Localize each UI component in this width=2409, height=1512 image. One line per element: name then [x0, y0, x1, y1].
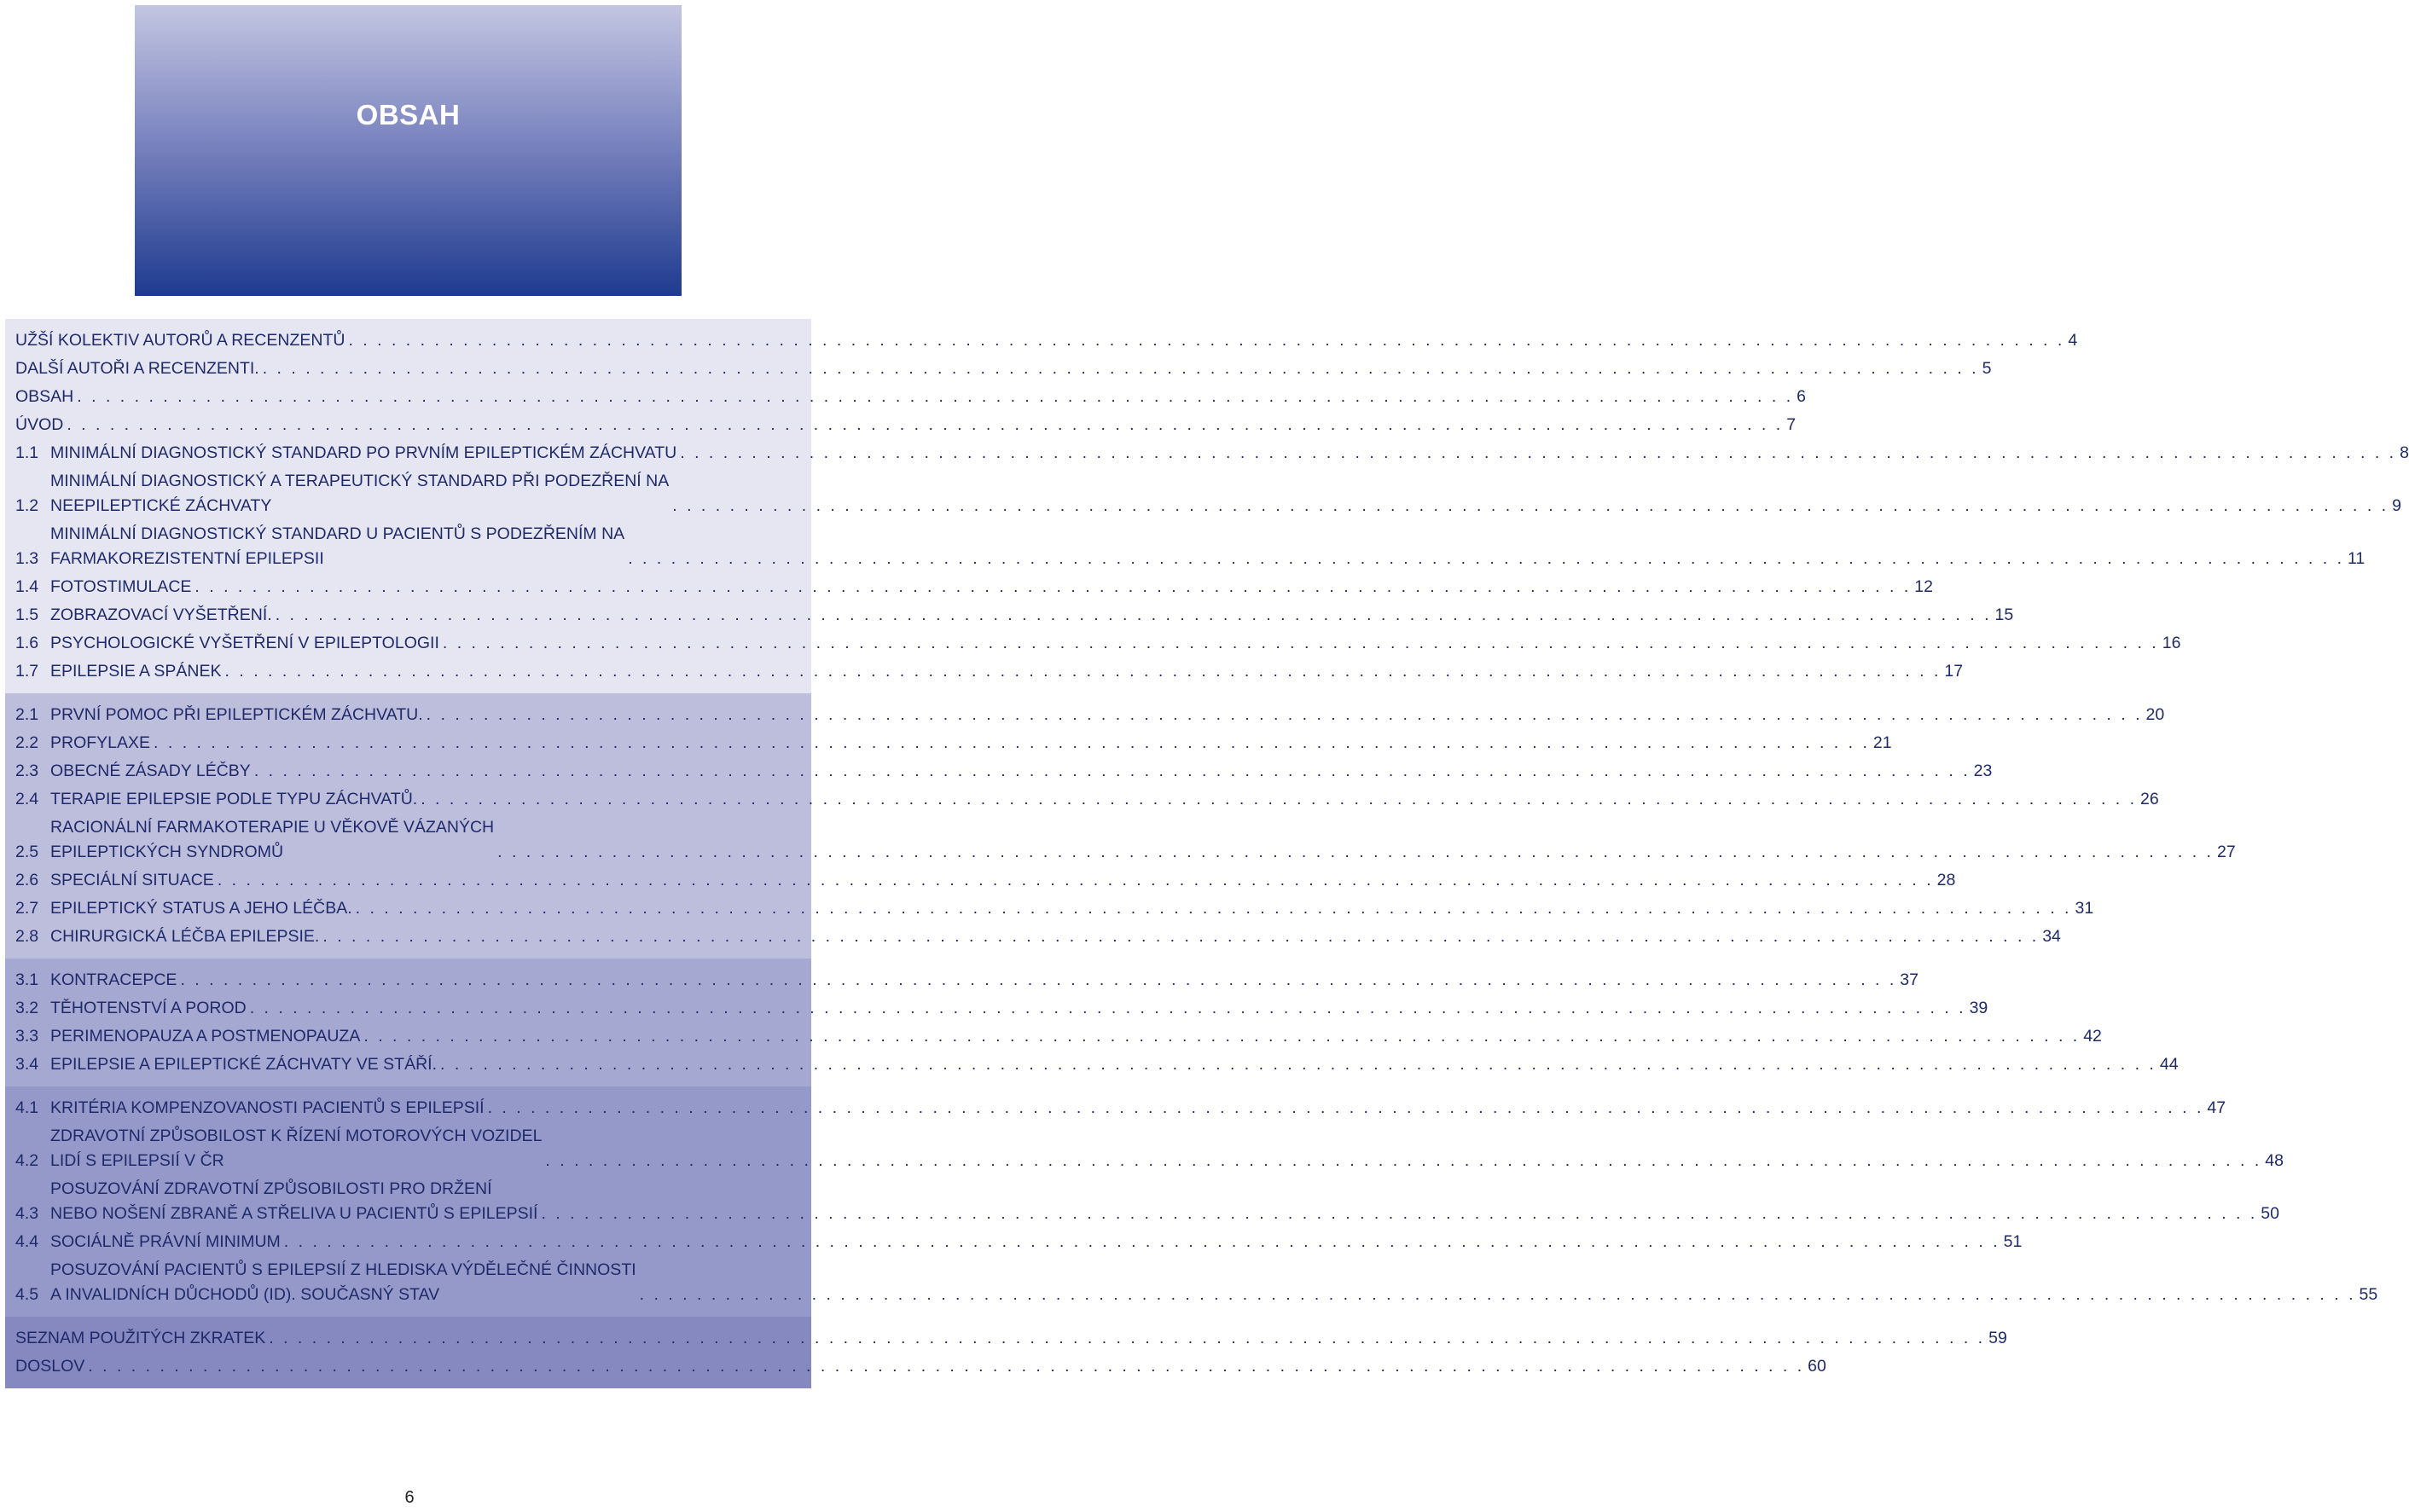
toc-entry-page: 4	[2068, 331, 2078, 350]
toc-entry-title: MINIMÁLNÍ DIAGNOSTICKÝ A TERAPEUTICKÝ STANDARD PŘI PODEZŘENÍ NA	[50, 472, 670, 490]
toc-entry-title: PROFYLAXE	[50, 733, 151, 752]
toc-entry-page: 37	[1900, 970, 1918, 989]
toc-entry[interactable]	[5, 1124, 2284, 1173]
toc-entry-title: UŽŠÍ KOLEKTIV AUTORŮ A RECENZENTŮ	[15, 331, 345, 350]
toc-entry-text	[15, 328, 2078, 353]
toc-entry-title: OBECNÉ ZÁSADY LÉČBY	[50, 762, 251, 780]
toc-entry-number: 2.6	[15, 871, 39, 889]
toc-entry-page: 5	[1982, 359, 1992, 378]
toc-entry-title: DOSLOV	[15, 1357, 85, 1376]
toc-entry-page: 7	[1786, 415, 1797, 434]
toc-entry-title: EPILEPSIE A EPILEPTICKÉ ZÁCHVATY VE STÁŘÍ.	[50, 1055, 437, 1074]
toc-entry-number: 1.6	[15, 634, 39, 652]
dot-leader: . . . . . . . . . . . . . . . . . . . . . . . . . . . . . . . . . . . . . . . . . . . . . . . . . . . . . . . . . . . . . . . . . . . . . . . . . . . . . . . . . . . . . . . . . . . . . . . . . . . . . . . . . . . . . . . . . . . . . . . .	[421, 790, 2138, 808]
toc-section	[5, 1086, 2378, 1317]
dot-leader: . . . . . . . . . . . . . . . . . . . . . . . . . . . . . . . . . . . . . . . . . . . . . . . . . . . . . . . . . . . . . . . . . . . . . . . . . . . . . . . . . . . . . . . . . . . . . . . . . . . . . . . . . . . . . . . . . . . . . . . .	[283, 1232, 2000, 1251]
toc-entry-page: 8	[2400, 443, 2409, 462]
header-banner	[135, 5, 682, 296]
dot-leader: . . . . . . . . . . . . . . . . . . . . . . . . . . . . . . . . . . . . . . . . . . . . . . . . . . . . . . . . . . . . . . . . . . . . . . . . . . . . . . . . . . . . . . . . . . . . . . . . . . . . . . . . . . . . . . . . . . . . . . . .	[442, 634, 2159, 652]
toc-entry[interactable]	[5, 924, 2061, 949]
dot-leader: . . . . . . . . . . . . . . . . . . . . . . . . . . . . . . . . . . . . . . . . . . . . . . . . . . . . . . . . . . . . . . . . . . . . . . . . . . . . . . . . . . . . . . . . . . . . . . . . . . . . . . . . . . . . . . . . . . . . . . . .	[269, 1329, 1986, 1347]
toc-entry-number: 2.2	[15, 733, 39, 752]
toc-entry[interactable]	[5, 469, 2401, 518]
toc-entry[interactable]	[5, 1354, 1826, 1379]
toc-entry-title: POSUZOVÁNÍ PACIENTŮ S EPILEPSIÍ Z HLEDISKA VÝDĚLEČNÉ ČINNOSTI	[50, 1260, 636, 1279]
toc-entry-title: CHIRURGICKÁ LÉČBA EPILEPSIE.	[50, 927, 320, 946]
toc-entry-text	[50, 731, 1892, 756]
toc-entry-page: 11	[2348, 549, 2365, 568]
toc-entry-title: FARMAKOREZISTENTNÍ EPILEPSII	[50, 549, 324, 568]
toc-entry-title: FOTOSTIMULACE	[50, 577, 192, 596]
toc-entry[interactable]	[5, 815, 2236, 865]
toc-entry-page: 12	[1914, 577, 1933, 596]
toc-entry[interactable]	[5, 1258, 2378, 1307]
toc-entry-number: 2.3	[15, 762, 39, 780]
toc-entry-title: TERAPIE EPILEPSIE PODLE TYPU ZÁCHVATŮ.	[50, 790, 418, 808]
toc-entry[interactable]	[5, 968, 1918, 993]
toc-entry-page: 42	[2083, 1027, 2102, 1046]
dot-leader: . . . . . . . . . . . . . . . . . . . . . . . . . . . . . . . . . . . . . . . . . . . . . . . . . . . . . . . . . . . . . . . . . . . . . . . . . . . . . . . . . . . . . . . . . . . . . . . . . . . . . . . . . . . . . . . . . . . . . . . .	[194, 577, 1912, 596]
toc-entry[interactable]	[5, 703, 2165, 727]
dot-leader: . . . . . . . . . . . . . . . . . . . . . . . . . . . . . . . . . . . . . . . . . . . . . . . . . . . . . . . . . . . . . . . . . . . . . . . . . . . . . . . . . . . . . . . . . . . . . . . . . . . . . . . . . . . . . . . . . . . . . . . .	[262, 359, 1979, 378]
toc-entry-page: 17	[1944, 662, 1964, 681]
dot-leader: . . . . . . . . . . . . . . . . . . . . . . . . . . . . . . . . . . . . . . . . . . . . . . . . . . . . . . . . . . . . . . . . . . . . . . . . . . . . . . . . . . . . . . . . . . . . . . . . . . . . . . . . . . . . . . . . . . . . . . . .	[77, 387, 1794, 406]
toc-entry-title: NEEPILEPTICKÉ ZÁCHVATY	[50, 496, 272, 515]
dot-leader: . . . . . . . . . . . . . . . . . . . . . . . . . . . . . . . . . . . . . . . . . . . . . . . . . . . . . . . . . . . . . . . . . . . . . . . . . . . . . . . . . . . . . . . . . . . . . . . . . . . . . . . . . . . . . . . . . . . . . . . .	[440, 1055, 2156, 1074]
toc-section	[5, 1317, 2007, 1388]
toc-entry[interactable]	[5, 659, 1964, 684]
toc-entry-text	[50, 1024, 2102, 1049]
toc-entry-page: 34	[2042, 927, 2061, 946]
toc-entry-title: NEBO NOŠENÍ ZBRANĚ A STŘELIVA U PACIENTŮ S EPILEPSIÍ	[50, 1204, 538, 1223]
dot-leader: . . . . . . . . . . . . . . . . . . . . . . . . . . . . . . . . . . . . . . . . . . . . . . . . . . . . . . . . . . . . . . . . . . . . . . . . . . . . . . . . . . . . . . . . . . . . . . . . . . . . . . . . . . . . . . . . . . . . . . . .	[426, 705, 2143, 724]
toc-entry[interactable]	[5, 759, 1993, 784]
toc-entry[interactable]	[5, 1052, 2179, 1077]
toc-entry-text	[50, 1230, 2023, 1254]
toc-entry[interactable]	[5, 731, 1892, 756]
toc-entry[interactable]	[5, 575, 1933, 600]
dot-leader: . . . . . . . . . . . . . . . . . . . . . . . . . . . . . . . . . . . . . . . . . . . . . . . . . . . . . . . . . . . . . . . . . . . . . . . . . . . . . . . . . . . . . . . . . . . . . . . . . . . . . . . . . . . . . . . . . . . . . . . .	[355, 899, 2072, 918]
toc-entry-number: 2.5	[15, 843, 39, 861]
dot-leader: . . . . . . . . . . . . . . . . . . . . . . . . . . . . . . . . . . . . . . . . . . . . . . . . . . . . . . . . . . . . . . . . . . . . . . . . . . . . . . . . . . . . . . . . . . . . . . . . . . . . . . . . . . . . . . . . . . . . . . . .	[363, 1027, 2081, 1046]
toc-entry-text	[50, 703, 2165, 727]
dot-leader: . . . . . . . . . . . . . . . . . . . . . . . . . . . . . . . . . . . . . . . . . . . . . . . . . . . . . . . . . . . . . . . . . . . . . . . . . . . . . . . . . . . . . . . . . . . . . . . . . . . . . . . . . . . . . . . . . . . . . . . .	[680, 443, 2397, 462]
toc-entry-page: 21	[1872, 733, 1892, 752]
toc-entry-number: 2.8	[15, 927, 39, 946]
dot-leader: . . . . . . . . . . . . . . . . . . . . . . . . . . . . . . . . . . . . . . . . . . . . . . . . . . . . . . . . . . . . . . . . . . . . . . . . . . . . . . . . . . . . . . . . . . . . . . . . . . . . . . . . . . . . . . . . . . . . . . . .	[154, 733, 1870, 752]
toc-entry-number: 2.7	[15, 899, 39, 918]
toc-entry-text	[50, 1096, 2226, 1121]
page-title: OBSAH	[356, 99, 461, 130]
toc-entry-title: SEZNAM POUŽITÝCH ZKRATEK	[15, 1329, 266, 1347]
toc-entry-page: 23	[1973, 762, 1993, 780]
dot-leader: . . . . . . . . . . . . . . . . . . . . . . . . . . . . . . . . . . . . . . . . . . . . . . . . . . . . . . . . . . . . . . . . . . . . . . . . . . . . . . . . . . . . . . . . . . . . . . . . . . . . . . . . . . . . . . . . . . . . . . . .	[628, 549, 2345, 568]
toc-entry-text	[50, 1177, 2279, 1226]
dot-leader: . . . . . . . . . . . . . . . . . . . . . . . . . . . . . . . . . . . . . . . . . . . . . . . . . . . . . . . . . . . . . . . . . . . . . . . . . . . . . . . . . . . . . . . . . . . . . . . . . . . . . . . . . . . . . . . . . . . . . . . .	[67, 415, 1784, 434]
toc-entry-title: MINIMÁLNÍ DIAGNOSTICKÝ STANDARD PO PRVNÍM EPILEPTICKÉM ZÁCHVATU	[50, 443, 677, 462]
toc-entry-title: EPILEPTICKÝCH SYNDROMŮ	[50, 843, 284, 861]
toc-entry-title: EPILEPTICKÝ STATUS A JEHO LÉČBA.	[50, 899, 352, 918]
toc-entry-page: 31	[2075, 899, 2094, 918]
toc-entry-number: 1.3	[15, 549, 39, 568]
toc-entry-number: 1.4	[15, 577, 39, 596]
toc-entry[interactable]	[5, 603, 2014, 628]
toc-entry-page: 28	[1936, 871, 1956, 889]
toc-entry[interactable]	[5, 1024, 2102, 1049]
toc-entry[interactable]	[5, 356, 1992, 381]
toc-entry-page: 20	[2145, 705, 2165, 724]
toc-entry-page: 26	[2140, 790, 2159, 808]
toc-entry-page: 59	[1988, 1329, 2007, 1347]
toc-entry-text	[15, 1326, 2007, 1351]
toc-entry-text	[50, 522, 2365, 571]
toc-entry[interactable]	[5, 787, 2159, 812]
dot-leader: . . . . . . . . . . . . . . . . . . . . . . . . . . . . . . . . . . . . . . . . . . . . . . . . . . . . . . . . . . . . . . . . . . . . . . . . . . . . . . . . . . . . . . . . . . . . . . . . . . . . . . . . . . . . . . . . . . . . . . . .	[672, 496, 2389, 515]
toc-entry[interactable]	[5, 413, 1797, 437]
toc-entry-page: 9	[2392, 496, 2401, 515]
toc-entry-number: 4.5	[15, 1285, 39, 1304]
toc-entry-number: 4.4	[15, 1232, 39, 1251]
toc-entry-text	[15, 413, 1797, 437]
toc-entry-title: KRITÉRIA KOMPENZOVANOSTI PACIENTŮ S EPILEPSIÍ	[50, 1098, 485, 1117]
toc-section	[5, 319, 2409, 693]
toc-entry-title: SPECIÁLNÍ SITUACE	[50, 871, 214, 889]
toc-entry-title: TĚHOTENSTVÍ A POROD	[50, 999, 247, 1017]
toc-entry-text	[50, 441, 2409, 466]
toc-entry-text	[15, 385, 1806, 409]
toc-entry[interactable]	[5, 1096, 2226, 1121]
dot-leader: . . . . . . . . . . . . . . . . . . . . . . . . . . . . . . . . . . . . . . . . . . . . . . . . . . . . . . . . . . . . . . . . . . . . . . . . . . . . . . . . . . . . . . . . . . . . . . . . . . . . . . . . . . . . . . . . . . . . . . . .	[348, 331, 2065, 350]
toc-entry-title: ÚVOD	[15, 415, 64, 434]
dot-leader: . . . . . . . . . . . . . . . . . . . . . . . . . . . . . . . . . . . . . . . . . . . . . . . . . . . . . . . . . . . . . . . . . . . . . . . . . . . . . . . . . . . . . . . . . . . . . . . . . . . . . . . . . . . . . . . . . . . . . . . .	[541, 1204, 2258, 1223]
toc-entry[interactable]	[5, 868, 1956, 893]
toc-entry-text	[50, 1052, 2179, 1077]
toc-entry-text	[50, 1258, 2378, 1307]
toc-entry[interactable]	[5, 631, 2181, 656]
toc-entry-text	[50, 759, 1993, 784]
toc-entry[interactable]	[5, 328, 2078, 353]
toc-entry-title: RACIONÁLNÍ FARMAKOTERAPIE U VĚKOVĚ VÁZANÝCH	[50, 818, 495, 837]
toc-entry-number: 3.3	[15, 1027, 39, 1046]
toc-entry-title: PRVNÍ POMOC PŘI EPILEPTICKÉM ZÁCHVATU.	[50, 705, 423, 724]
toc-entry-title: ZOBRAZOVACÍ VYŠETŘENÍ.	[50, 605, 272, 624]
toc-entry-title: LIDÍ S EPILEPSIÍ V ČR	[50, 1151, 224, 1170]
toc-entry-text	[15, 356, 1992, 381]
toc-entry-number: 1.5	[15, 605, 39, 624]
toc-section	[5, 959, 2179, 1086]
dot-leader: . . . . . . . . . . . . . . . . . . . . . . . . . . . . . . . . . . . . . . . . . . . . . . . . . . . . . . . . . . . . . . . . . . . . . . . . . . . . . . . . . . . . . . . . . . . . . . . . . . . . . . . . . . . . . . . . . . . . . . . .	[217, 871, 1934, 889]
toc-entry-text	[50, 575, 1933, 600]
toc-entry-number: 1.2	[15, 496, 39, 515]
toc-entry-number: 2.4	[15, 790, 39, 808]
toc-entry[interactable]	[5, 1177, 2279, 1226]
toc-entry-text	[50, 469, 2401, 518]
toc-entry-page: 44	[2159, 1055, 2179, 1074]
toc-entry-page: 47	[2207, 1098, 2226, 1117]
toc-entry[interactable]	[5, 1230, 2023, 1254]
dot-leader: . . . . . . . . . . . . . . . . . . . . . . . . . . . . . . . . . . . . . . . . . . . . . . . . . . . . . . . . . . . . . . . . . . . . . . . . . . . . . . . . . . . . . . . . . . . . . . . . . . . . . . . . . . . . . . . . . . . . . . . .	[322, 927, 2040, 946]
toc-entry-page: 39	[1969, 999, 1988, 1017]
toc-entry-page: 27	[2216, 843, 2236, 861]
dot-leader: . . . . . . . . . . . . . . . . . . . . . . . . . . . . . . . . . . . . . . . . . . . . . . . . . . . . . . . . . . . . . . . . . . . . . . . . . . . . . . . . . . . . . . . . . . . . . . . . . . . . . . . . . . . . . . . . . . . . . . . .	[487, 1098, 2204, 1117]
toc-entry-page: 15	[1994, 605, 2014, 624]
toc-entry-text	[50, 1124, 2284, 1173]
toc-entry-title: DALŠÍ AUTOŘI A RECENZENTI.	[15, 359, 259, 378]
toc-entry-title: PERIMENOPAUZA A POSTMENOPAUZA	[50, 1027, 361, 1046]
toc-entry-text	[50, 631, 2181, 656]
toc-entry-text	[50, 603, 2014, 628]
toc-entry-number: 1.1	[15, 443, 39, 462]
toc-entry-page: 16	[2162, 634, 2181, 652]
toc-entry-page: 6	[1797, 387, 1806, 406]
toc-entry-number: 4.2	[15, 1151, 39, 1170]
toc-entry[interactable]	[5, 522, 2365, 571]
toc-entry-title: KONTRACEPCE	[50, 970, 177, 989]
toc-entry-text	[50, 896, 2094, 921]
toc-entry-text	[50, 924, 2061, 949]
dot-leader: . . . . . . . . . . . . . . . . . . . . . . . . . . . . . . . . . . . . . . . . . . . . . . . . . . . . . . . . . . . . . . . . . . . . . . . . . . . . . . . . . . . . . . . . . . . . . . . . . . . . . . . . . . . . . . . . . . . . . . . .	[224, 662, 1942, 681]
toc-entry[interactable]	[5, 385, 1806, 409]
toc-entry-title: EPILEPSIE A SPÁNEK	[50, 662, 222, 681]
toc-entry-title: POSUZOVÁNÍ ZDRAVOTNÍ ZPŮSOBILOSTI PRO DRŽENÍ	[50, 1179, 492, 1198]
toc-entry[interactable]	[5, 996, 1988, 1021]
toc-entry[interactable]	[5, 1326, 2007, 1351]
toc-entry-page: 51	[2003, 1232, 2023, 1251]
toc-entry-page: 55	[2359, 1285, 2378, 1304]
dot-leader: . . . . . . . . . . . . . . . . . . . . . . . . . . . . . . . . . . . . . . . . . . . . . . . . . . . . . . . . . . . . . . . . . . . . . . . . . . . . . . . . . . . . . . . . . . . . . . . . . . . . . . . . . . . . . . . . . . . . . . . .	[545, 1151, 2262, 1170]
toc-entry-number: 3.2	[15, 999, 39, 1017]
toc-entry-title: A INVALIDNÍCH DŮCHODŮ (ID). SOUČASNÝ STAV	[50, 1285, 440, 1304]
dot-leader: . . . . . . . . . . . . . . . . . . . . . . . . . . . . . . . . . . . . . . . . . . . . . . . . . . . . . . . . . . . . . . . . . . . . . . . . . . . . . . . . . . . . . . . . . . . . . . . . . . . . . . . . . . . . . . . . . . . . . . . .	[88, 1357, 1805, 1376]
toc-entry[interactable]	[5, 441, 2409, 466]
toc-entry[interactable]	[5, 896, 2094, 921]
toc-entry-number: 3.1	[15, 970, 39, 989]
toc-entry-title: OBSAH	[15, 387, 74, 406]
table-of-contents	[5, 319, 2409, 1388]
dot-leader: . . . . . . . . . . . . . . . . . . . . . . . . . . . . . . . . . . . . . . . . . . . . . . . . . . . . . . . . . . . . . . . . . . . . . . . . . . . . . . . . . . . . . . . . . . . . . . . . . . . . . . . . . . . . . . . . . . . . . . . .	[253, 762, 1971, 780]
toc-entry-title: MINIMÁLNÍ DIAGNOSTICKÝ STANDARD U PACIENTŮ S PODEZŘENÍM NA	[50, 524, 625, 543]
dot-leader: . . . . . . . . . . . . . . . . . . . . . . . . . . . . . . . . . . . . . . . . . . . . . . . . . . . . . . . . . . . . . . . . . . . . . . . . . . . . . . . . . . . . . . . . . . . . . . . . . . . . . . . . . . . . . . . . . . . . . . . .	[180, 970, 1897, 989]
toc-entry-text	[50, 787, 2159, 812]
dot-leader: . . . . . . . . . . . . . . . . . . . . . . . . . . . . . . . . . . . . . . . . . . . . . . . . . . . . . . . . . . . . . . . . . . . . . . . . . . . . . . . . . . . . . . . . . . . . . . . . . . . . . . . . . . . . . . . . . . . . . . . .	[497, 843, 2214, 861]
toc-entry-number: 4.1	[15, 1098, 39, 1117]
toc-entry-title: ZDRAVOTNÍ ZPŮSOBILOST K ŘÍZENÍ MOTOROVÝCH VOZIDEL	[50, 1127, 543, 1145]
toc-entry-text	[50, 996, 1988, 1021]
toc-entry-text	[50, 968, 1918, 993]
toc-entry-page: 48	[2265, 1151, 2284, 1170]
toc-entry-number: 2.1	[15, 705, 39, 724]
dot-leader: . . . . . . . . . . . . . . . . . . . . . . . . . . . . . . . . . . . . . . . . . . . . . . . . . . . . . . . . . . . . . . . . . . . . . . . . . . . . . . . . . . . . . . . . . . . . . . . . . . . . . . . . . . . . . . . . . . . . . . . .	[275, 605, 1992, 624]
toc-entry-text	[50, 815, 2236, 865]
toc-entry-title: PSYCHOLOGICKÉ VYŠETŘENÍ V EPILEPTOLOGII	[50, 634, 439, 652]
toc-entry-number: 3.4	[15, 1055, 39, 1074]
dot-leader: . . . . . . . . . . . . . . . . . . . . . . . . . . . . . . . . . . . . . . . . . . . . . . . . . . . . . . . . . . . . . . . . . . . . . . . . . . . . . . . . . . . . . . . . . . . . . . . . . . . . . . . . . . . . . . . . . . . . . . . .	[249, 999, 1966, 1017]
toc-entry-page: 50	[2261, 1204, 2279, 1223]
toc-entry-text	[50, 868, 1956, 893]
dot-leader: . . . . . . . . . . . . . . . . . . . . . . . . . . . . . . . . . . . . . . . . . . . . . . . . . . . . . . . . . . . . . . . . . . . . . . . . . . . . . . . . . . . . . . . . . . . . . . . . . . . . . . . . . . . . . . . . . . . . . . . .	[639, 1285, 2356, 1304]
toc-entry-number: 1.7	[15, 662, 39, 681]
toc-entry-title: SOCIÁLNĚ PRÁVNÍ MINIMUM	[50, 1232, 281, 1251]
toc-entry-text	[15, 1354, 1826, 1379]
toc-section	[5, 693, 2236, 959]
page-number: 6	[404, 1488, 415, 1507]
toc-entry-text	[50, 659, 1964, 684]
toc-entry-number: 4.3	[15, 1204, 39, 1223]
toc-entry-page: 60	[1808, 1357, 1826, 1376]
